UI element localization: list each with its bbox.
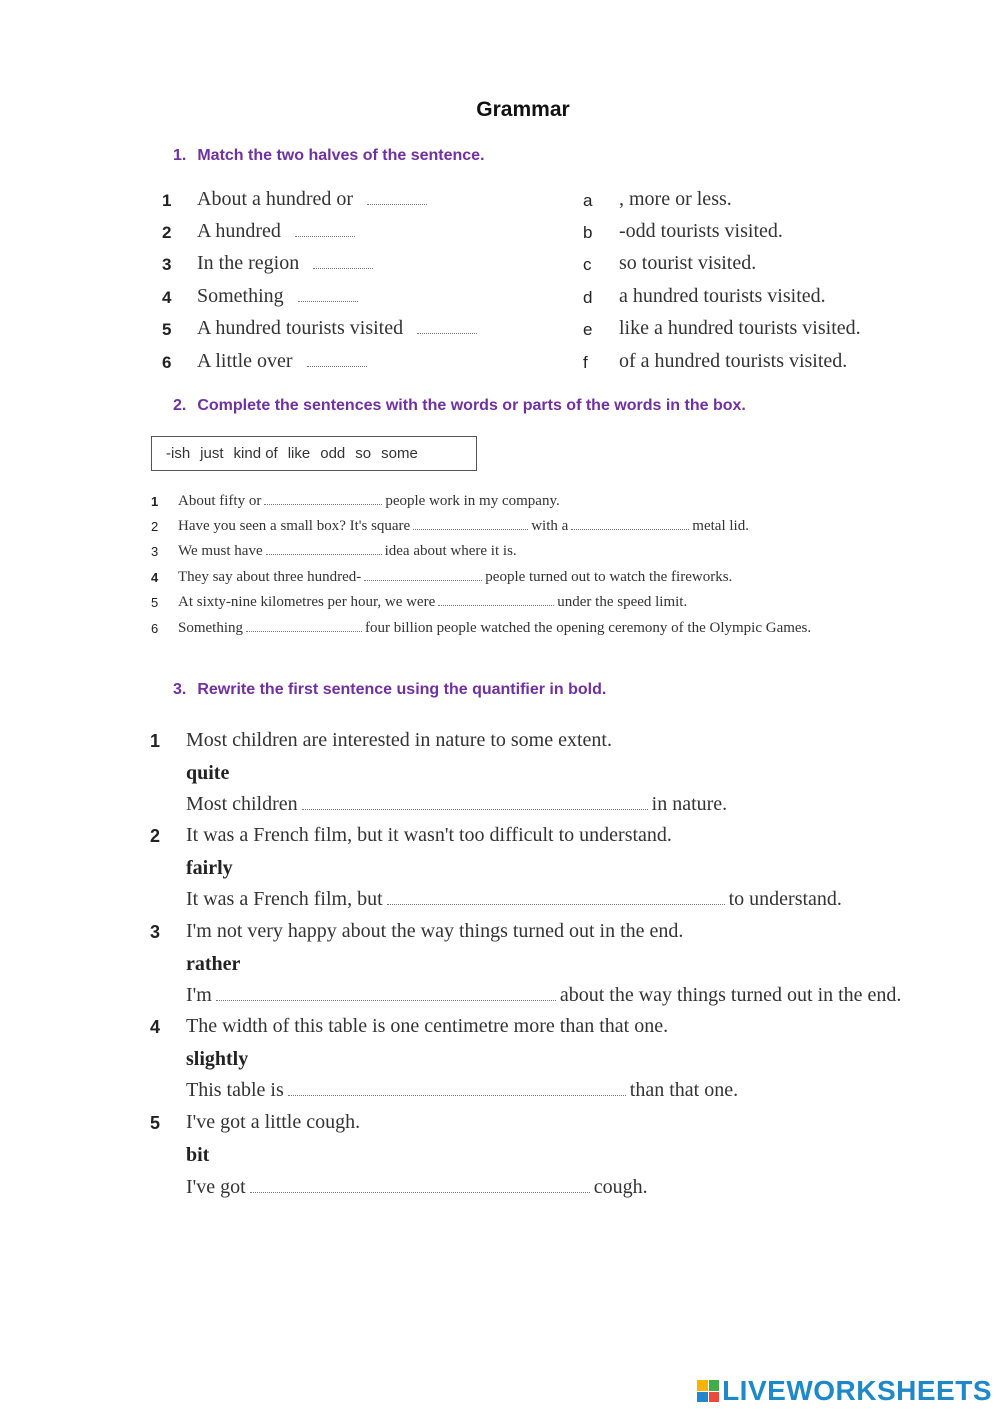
match-left-label: A hundred tourists visited xyxy=(197,317,404,339)
exercise-2-number: 2. xyxy=(173,397,187,414)
exercise-2-heading xyxy=(173,397,746,415)
rewrite-quantifier: bit xyxy=(186,1144,210,1166)
rewrite-start: I'm xyxy=(186,984,212,1006)
logo-text: LIVEWORKSHEETS xyxy=(722,1375,992,1406)
exercise-2-instruction: Complete the sentences with the words or parts of the words in the box. xyxy=(197,397,746,414)
match-right-text: of a hundred tourists visited. xyxy=(619,350,848,372)
rewrite-start: This table is xyxy=(186,1079,284,1101)
sentence-part: people turned out to watch the fireworks. xyxy=(485,569,733,585)
rewrite-quantifier: rather xyxy=(186,953,241,975)
match-right-text: like a hundred tourists visited. xyxy=(619,317,861,339)
answer-blank[interactable] xyxy=(307,352,367,367)
match-right-text: -odd tourists visited. xyxy=(619,220,783,242)
rewrite-answer-line xyxy=(186,984,901,1007)
rewrite-answer-line xyxy=(186,1176,648,1199)
word-box-item: some xyxy=(381,445,418,462)
sentence-part: four billion people watched the opening ceremony of the Olympic Games. xyxy=(365,620,812,636)
sentence-text xyxy=(178,542,517,560)
answer-blank[interactable] xyxy=(302,795,648,810)
rewrite-start: Most children xyxy=(186,793,298,815)
match-number: 3 xyxy=(162,255,172,274)
rewrite-answer-line xyxy=(186,793,727,816)
sentence-part: with a xyxy=(531,518,569,534)
sentence-text xyxy=(178,593,687,611)
match-number: 1 xyxy=(162,191,172,210)
sentence-part: Have you seen a small box? It's square xyxy=(178,518,411,534)
rewrite-number: 3 xyxy=(150,922,161,942)
match-letter: c xyxy=(583,255,592,274)
word-box-item: kind of xyxy=(233,445,278,462)
match-right-text: , more or less. xyxy=(619,188,732,210)
word-box-item: so xyxy=(355,445,372,462)
match-left-label: In the region xyxy=(197,252,300,274)
rewrite-original-sentence: I'm not very happy about the way things turned out in the end. xyxy=(186,920,684,942)
answer-blank[interactable] xyxy=(417,319,477,334)
sentence-part: We must have xyxy=(178,543,263,559)
sentence-number: 1 xyxy=(151,494,159,509)
rewrite-quantifier: fairly xyxy=(186,857,233,879)
match-number: 4 xyxy=(162,288,172,307)
rewrite-quantifier: quite xyxy=(186,762,230,784)
match-letter: a xyxy=(583,191,593,210)
rewrite-number: 4 xyxy=(150,1017,161,1037)
match-letter: d xyxy=(583,288,593,307)
sentence-number: 3 xyxy=(151,544,159,559)
rewrite-original-sentence: The width of this table is one centimetre more than that one. xyxy=(186,1015,669,1037)
sentence-part: They say about three hundred- xyxy=(178,569,362,585)
answer-blank[interactable] xyxy=(313,254,373,269)
rewrite-quantifier: slightly xyxy=(186,1048,249,1070)
answer-blank[interactable] xyxy=(413,517,528,530)
sentence-part: About fifty or xyxy=(178,493,262,509)
rewrite-end: cough. xyxy=(593,1176,648,1198)
match-left-text xyxy=(197,317,477,340)
answer-blank[interactable] xyxy=(295,222,355,237)
match-left-text xyxy=(197,220,355,243)
match-left-label: Something xyxy=(197,285,284,307)
answer-blank[interactable] xyxy=(298,287,358,302)
page-title: Grammar xyxy=(476,98,570,121)
match-left-label: About a hundred or xyxy=(197,188,354,210)
answer-blank[interactable] xyxy=(367,190,427,205)
exercise-3-heading xyxy=(173,681,606,699)
exercise-1-number: 1. xyxy=(173,147,187,164)
sentence-part: Something xyxy=(178,620,244,636)
answer-blank[interactable] xyxy=(246,619,362,632)
match-left-text xyxy=(197,252,373,275)
logo-icon xyxy=(697,1380,719,1402)
rewrite-number: 1 xyxy=(150,731,161,751)
match-left-label: A hundred xyxy=(197,220,281,242)
rewrite-original-sentence: Most children are interested in nature to some extent. xyxy=(186,729,612,751)
match-right-text: so tourist visited. xyxy=(619,252,757,274)
sentence-number: 2 xyxy=(151,519,159,534)
answer-blank[interactable] xyxy=(264,492,382,505)
word-box-item: just xyxy=(200,445,224,462)
sentence-part: under the speed limit. xyxy=(557,594,688,610)
rewrite-answer-line xyxy=(186,888,842,911)
rewrite-end: in nature. xyxy=(651,793,728,815)
match-number: 5 xyxy=(162,320,172,339)
rewrite-number: 5 xyxy=(150,1113,161,1133)
answer-blank[interactable] xyxy=(364,568,482,581)
rewrite-number: 2 xyxy=(150,826,161,846)
sentence-part: At sixty-nine kilometres per hour, we were xyxy=(178,594,436,610)
match-left-text xyxy=(197,350,367,373)
answer-blank[interactable] xyxy=(387,890,725,905)
sentence-number: 6 xyxy=(151,621,159,636)
match-letter: f xyxy=(583,353,588,372)
match-left-text xyxy=(197,285,358,308)
match-number: 2 xyxy=(162,223,172,242)
exercise-1-instruction: Match the two halves of the sentence. xyxy=(197,147,485,164)
rewrite-original-sentence: It was a French film, but it wasn't too difficult to understand. xyxy=(186,824,672,846)
word-box xyxy=(151,436,477,471)
rewrite-original-sentence: I've got a little cough. xyxy=(186,1111,361,1133)
exercise-3-number: 3. xyxy=(173,681,187,698)
sentence-text xyxy=(178,568,732,586)
rewrite-end: than that one. xyxy=(629,1079,739,1101)
sentence-number: 4 xyxy=(151,570,159,585)
rewrite-start: I've got xyxy=(186,1176,246,1198)
liveworksheets-logo xyxy=(697,1375,992,1407)
match-left-text xyxy=(197,188,427,211)
exercise-3-instruction: Rewrite the first sentence using the quantifier in bold. xyxy=(197,681,607,698)
exercise-1-heading xyxy=(173,147,485,165)
match-letter: b xyxy=(583,223,593,242)
sentence-text xyxy=(178,492,560,510)
match-letter: e xyxy=(583,320,593,339)
sentence-part: people work in my company. xyxy=(385,493,560,509)
rewrite-end: about the way things turned out in the end. xyxy=(559,984,902,1006)
word-box-item: odd xyxy=(320,445,346,462)
sentence-text xyxy=(178,619,811,637)
word-box-item: -ish xyxy=(166,445,191,462)
answer-blank[interactable] xyxy=(438,593,554,606)
answer-blank[interactable] xyxy=(250,1178,590,1193)
match-left-label: A little over xyxy=(197,350,293,372)
sentence-text xyxy=(178,517,749,535)
match-right-text: a hundred tourists visited. xyxy=(619,285,826,307)
match-number: 6 xyxy=(162,353,172,372)
answer-blank[interactable] xyxy=(571,517,689,530)
answer-blank[interactable] xyxy=(216,986,556,1001)
sentence-number: 5 xyxy=(151,595,159,610)
rewrite-end: to understand. xyxy=(728,888,842,910)
answer-blank[interactable] xyxy=(288,1081,626,1096)
sentence-part: idea about where it is. xyxy=(384,543,517,559)
sentence-part: metal lid. xyxy=(692,518,749,534)
word-box-item: like xyxy=(287,445,311,462)
answer-blank[interactable] xyxy=(266,542,382,555)
rewrite-start: It was a French film, but xyxy=(186,888,383,910)
rewrite-answer-line xyxy=(186,1079,738,1102)
